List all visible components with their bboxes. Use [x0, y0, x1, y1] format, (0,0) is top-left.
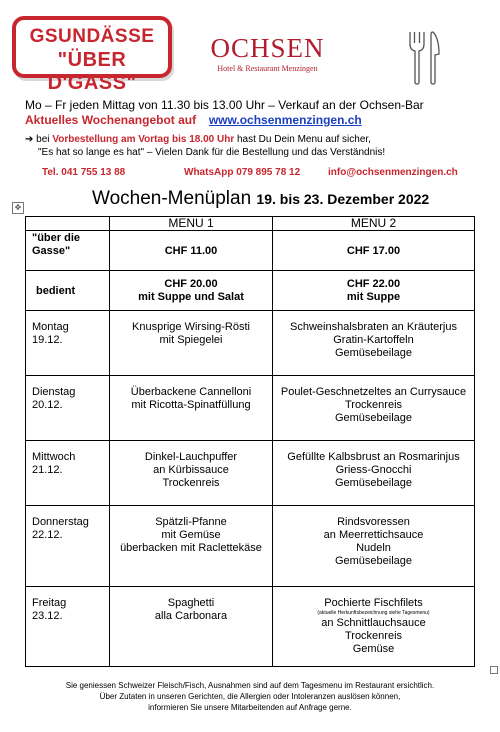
day-cell: Mittwoch 21.12. — [26, 441, 110, 506]
fork-knife-icon — [406, 30, 442, 86]
header-empty — [26, 217, 110, 231]
header-menu1: MENU 1 — [110, 217, 273, 231]
sold-out-note: "Es hat so lange es hat" – Vielen Dank für die Bestellung und das Verständnis! — [38, 147, 386, 158]
phone-number: Tel. 041 755 13 88 — [42, 167, 126, 178]
price-menu2: CHF 17.00 — [273, 231, 475, 271]
day-cell: Donnerstag 22.12. — [26, 506, 110, 587]
gsundaesse-logo — [12, 16, 172, 94]
table-row — [26, 506, 475, 587]
menu2-cell — [273, 587, 475, 667]
menu1-cell: Dinkel-Lauchpuffer an Kürbissauce Trockenreis — [110, 441, 273, 506]
price-row-served — [26, 271, 475, 311]
menu1-cell: Spaghetti alla Carbonara — [110, 587, 273, 667]
preorder-suffix: hast Du Dein Menu auf sicher, — [237, 134, 371, 145]
day-cell: Montag 19.12. — [26, 311, 110, 376]
plan-title: Wochen-Menüplan — [92, 188, 252, 209]
opening-hours: Mo – Fr jeden Mittag von 11.30 bis 13.00 Uhr – Verkauf an der Ochsen-Bar — [25, 98, 424, 112]
menu-plan-title — [92, 188, 429, 210]
day-cell: Freitag 23.12. — [26, 587, 110, 667]
table-resize-handle[interactable] — [490, 666, 498, 674]
preorder-deadline: Vorbestellung am Vortag bis 18.00 Uhr — [52, 134, 235, 145]
email-address: info@ochsenmenzingen.ch — [328, 167, 458, 178]
table-move-handle-icon[interactable]: ✥ — [12, 202, 24, 214]
stamp-line1: GSUNDÄSSE — [29, 26, 155, 47]
preorder-prefix: bei — [36, 134, 50, 145]
menu1-cell: Spätzli-Pfanne mit Gemüse überbacken mit Raclettekäse — [110, 506, 273, 587]
menu2-cell: Rindsvoressen an Meerrettichsauce Nudeln Gemüsebeilage — [273, 506, 475, 587]
table-row — [26, 441, 475, 506]
price-row-takeaway — [26, 231, 475, 271]
weekly-offer-line — [25, 113, 362, 127]
preorder-line — [25, 134, 371, 145]
offer-label: Aktuelles Wochenangebot auf — [25, 113, 197, 127]
price-menu2: CHF 22.00 mit Suppe — [273, 271, 475, 311]
footer-line2: Über Zutaten in unseren Gerichten, die Allergien oder Intoleranzen auslösen können, — [99, 692, 401, 701]
menu2-title: Pochierte Fischfilets — [324, 597, 423, 609]
footer-note — [0, 680, 500, 713]
menu2-rest: an Schnittlauchsauce Trockenreis Gemüse — [321, 617, 426, 655]
header-menu2: MENU 2 — [273, 217, 475, 231]
menu2-cell: Gefüllte Kalbsbrust an Rosmarinjus Griess-Gnocchi Gemüsebeilage — [273, 441, 475, 506]
menu1-cell: Überbackene Cannelloni mit Ricotta-Spinatfüllung — [110, 376, 273, 441]
arrow-right-icon: ➔ — [25, 134, 34, 145]
day-cell: Dienstag 20.12. — [26, 376, 110, 441]
table-row — [26, 376, 475, 441]
table-row — [26, 587, 475, 667]
price-label: "über die Gasse" — [26, 231, 110, 271]
footer-line1: Sie geniessen Schweizer Fleisch/Fisch, Ausnahmen sind auf dem Tagesmenu im Restaurant ersichtlich. — [65, 681, 435, 690]
ochsen-logo — [205, 34, 330, 73]
stamp-line2: "ÜBER D'GASS" — [47, 49, 137, 94]
logo-name: OCHSEN — [210, 33, 325, 63]
price-label: bedient — [26, 271, 110, 311]
plan-dates: 19. bis 23. Dezember 2022 — [256, 191, 430, 207]
whatsapp-number: WhatsApp 079 895 78 12 — [184, 167, 301, 178]
menu2-cell: Schweinshalsbraten an Kräuterjus Gratin-Kartoffeln Gemüsebeilage — [273, 311, 475, 376]
logo-subtitle: Hotel & Restaurant Menzingen — [217, 64, 318, 73]
price-menu1: CHF 11.00 — [110, 231, 273, 271]
menu-table — [25, 216, 475, 667]
menu2-cell: Poulet-Geschnetzeltes an Currysauce Trockenreis Gemüsebeilage — [273, 376, 475, 441]
footer-line3: informieren Sie unsere Mitarbeitenden auf Anfrage gerne. — [148, 703, 352, 712]
table-row — [26, 311, 475, 376]
table-header-row — [26, 217, 475, 231]
origin-note: (aktuelle Herkunftsbezeichnung siehe Tagesmenu) — [317, 610, 430, 616]
website-link[interactable]: www.ochsenmenzingen.ch — [208, 113, 362, 127]
price-menu1: CHF 20.00 mit Suppe und Salat — [110, 271, 273, 311]
menu1-cell: Knusprige Wirsing-Rösti mit Spiegelei — [110, 311, 273, 376]
